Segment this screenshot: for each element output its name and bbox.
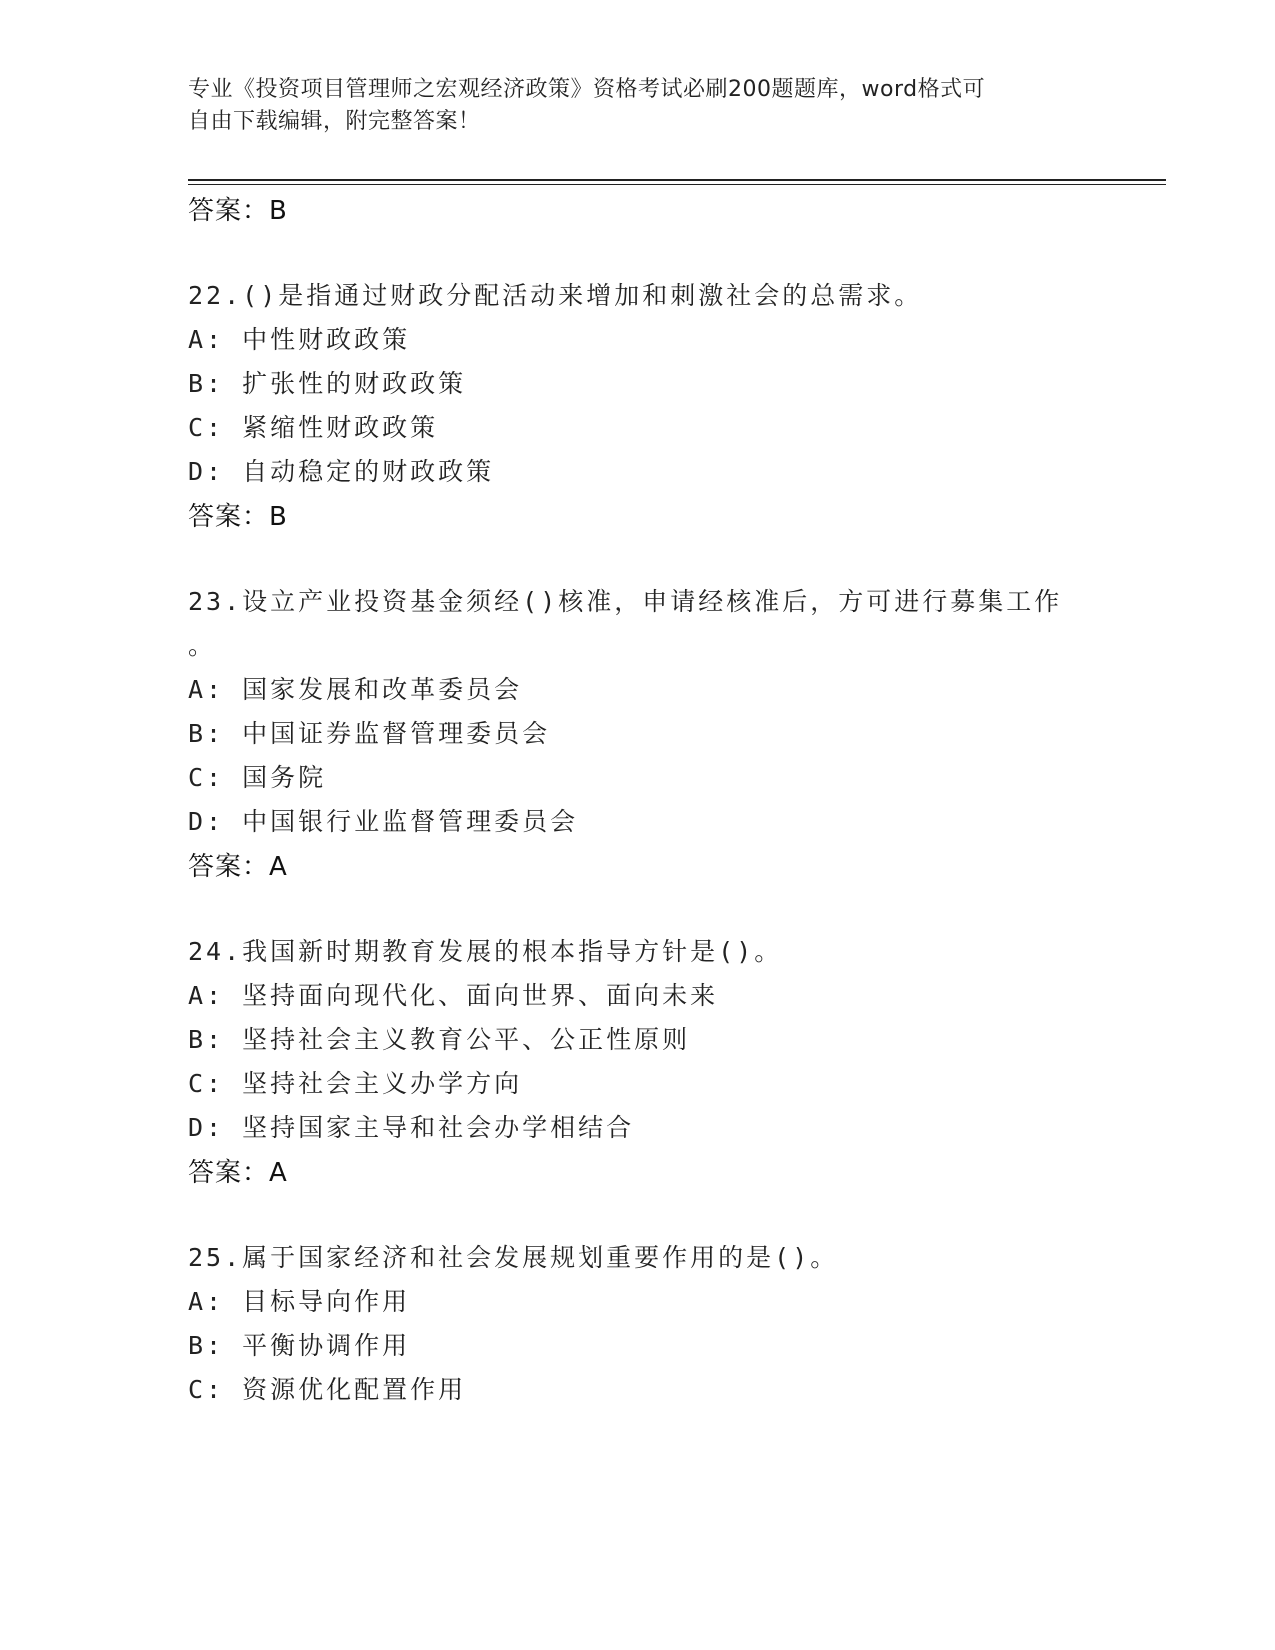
option-key: A: [188,325,225,354]
question-23-stem-continuation: 。 [188,631,217,660]
question-23-option-b [188,714,550,750]
option-key: A: [188,1287,225,1316]
option-key: D: [188,457,225,486]
option-key: C: [188,1069,225,1098]
option-key: C: [188,1375,225,1404]
question-25-option-a [188,1282,410,1318]
question-25-option-b [188,1326,410,1362]
question-22-answer: 答案：B [188,502,288,532]
option-text: 资源优化配置作用 [242,1375,467,1404]
document-header [188,74,1088,138]
option-key: C: [188,763,225,792]
option-text: 坚持社会主义办学方向 [242,1069,523,1098]
option-key: D: [188,807,225,836]
option-text: 坚持国家主导和社会办学相结合 [242,1113,635,1142]
option-text: 中性财政政策 [242,325,411,354]
option-text: 中国银行业监督管理委员会 [242,807,579,836]
header-rule-thin [188,184,1166,185]
question-24-stem: 24.我国新时期教育发展的根本指导方针是()。 [188,937,783,966]
question-23-option-d [188,802,578,838]
option-key: A: [188,981,225,1010]
question-22-option-c [188,408,438,444]
option-text: 紧缩性财政政策 [242,413,439,442]
question-25-stem: 25.属于国家经济和社会发展规划重要作用的是()。 [188,1243,839,1272]
question-23-option-c [188,758,326,794]
option-text: 中国证券监督管理委员会 [242,719,551,748]
answer-previous: 答案：B [188,196,288,226]
question-24-option-b [188,1020,690,1056]
question-24-answer: 答案：A [188,1158,288,1188]
option-text: 平衡协调作用 [242,1331,411,1360]
option-text: 自动稳定的财政政策 [242,457,495,486]
option-text: 国务院 [242,763,327,792]
option-text: 国家发展和改革委员会 [242,675,523,704]
question-23-stem: 23.设立产业投资基金须经()核准，申请经核准后，方可进行募集工作 [188,587,1063,616]
question-22-option-d [188,452,494,488]
option-text: 目标导向作用 [242,1287,411,1316]
question-23-option-a [188,670,522,706]
option-key: A: [188,675,225,704]
question-24-option-a [188,976,718,1012]
option-text: 坚持社会主义教育公平、公正性原则 [242,1025,691,1054]
question-22-option-b [188,364,466,400]
option-key: B: [188,1025,225,1054]
option-key: C: [188,413,225,442]
question-22-option-a [188,320,410,356]
question-25-option-c [188,1370,466,1406]
option-key: B: [188,719,225,748]
option-text: 扩张性的财政政策 [242,369,467,398]
header-rule [188,179,1166,181]
option-key: B: [188,1331,225,1360]
question-23-answer: 答案：A [188,852,288,882]
question-24-option-d [188,1108,634,1144]
question-24-option-c [188,1064,522,1100]
header-line-2: 自由下载编辑，附完整答案！ [188,109,481,134]
header-line-1: 专业《投资项目管理师之宏观经济政策》资格考试必刷200题题库，word格式可 [188,77,986,102]
question-22-stem: 22.()是指通过财政分配活动来增加和刺激社会的总需求。 [188,281,923,310]
option-text: 坚持面向现代化、面向世界、面向未来 [242,981,719,1010]
option-key: B: [188,369,225,398]
option-key: D: [188,1113,225,1142]
